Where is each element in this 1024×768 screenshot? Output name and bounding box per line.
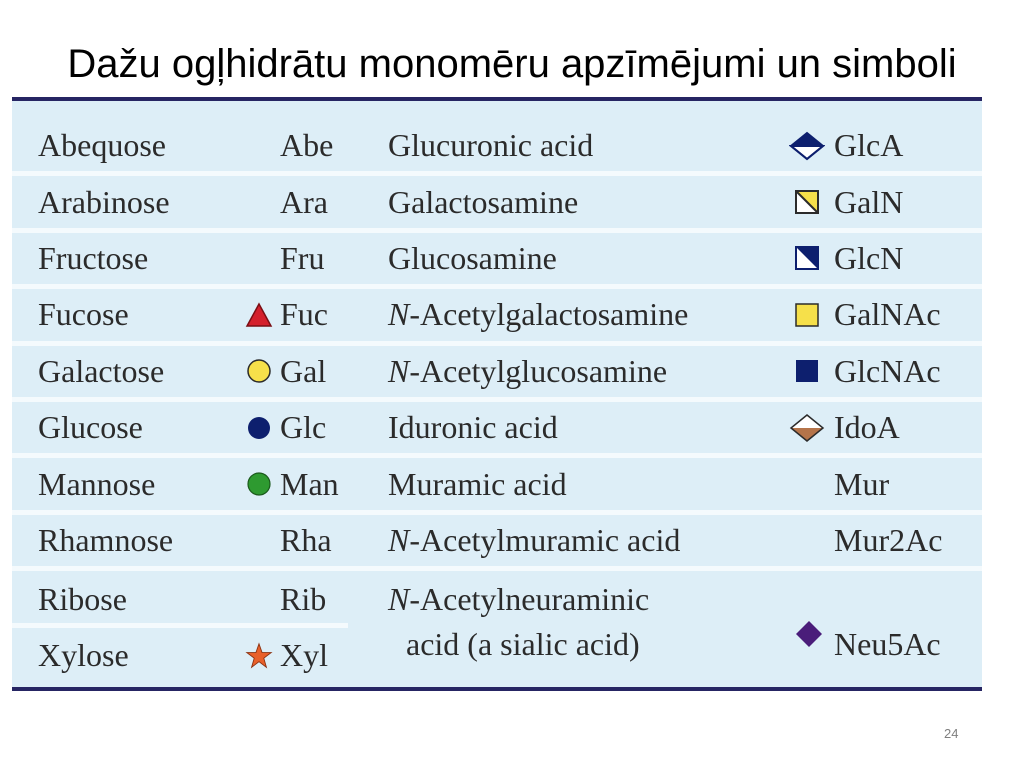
table-row bbox=[12, 289, 982, 345]
monomer-abbr: Mur2Ac bbox=[834, 521, 943, 558]
monomer-abbr: Fuc bbox=[280, 296, 328, 333]
monomer-abbr: Ara bbox=[280, 183, 328, 220]
table-rows bbox=[12, 120, 982, 684]
table-row bbox=[12, 346, 982, 402]
table-row bbox=[12, 628, 982, 684]
monomer-name: Galactose bbox=[38, 352, 165, 389]
monomer-name: Iduronic acid bbox=[388, 409, 558, 446]
monomer-abbr: Gal bbox=[280, 352, 327, 389]
monomer-abbr: Neu5Ac bbox=[834, 626, 941, 663]
monomer-name: Abequose bbox=[38, 127, 166, 164]
table-row bbox=[12, 515, 982, 571]
monomer-abbr: Xyl bbox=[280, 637, 328, 674]
monomer-name-rest: -Acetylmuramic acid bbox=[409, 521, 681, 558]
monomer-abbr: Glc bbox=[280, 409, 327, 446]
page-number: 24 bbox=[944, 726, 959, 741]
slide-title: Dažu ogļhidrātu monomēru apzīmējumi un simboli bbox=[67, 42, 957, 86]
monomer-abbr: Man bbox=[280, 465, 339, 502]
monomer-name: Rhamnose bbox=[38, 521, 174, 558]
table-row bbox=[12, 120, 982, 176]
monomer-abbr: Rha bbox=[280, 521, 332, 558]
monomer-abbr: IdoA bbox=[834, 409, 900, 446]
blue-square-icon bbox=[794, 358, 820, 384]
half-filled-diamond-icon bbox=[789, 131, 825, 161]
monomer-name: Ribose bbox=[38, 580, 127, 617]
n-prefix: N bbox=[388, 352, 410, 389]
brown-half-diamond-icon bbox=[789, 413, 825, 443]
monomer-name: Galactosamine bbox=[388, 183, 579, 220]
yellow-half-square-icon bbox=[794, 189, 820, 215]
monomer-name: Glucuronic acid bbox=[388, 127, 594, 164]
monomer-name-rest: -Acetylneuraminic bbox=[409, 581, 650, 618]
blue-circle-icon bbox=[245, 414, 273, 442]
monomer-abbr: Rib bbox=[280, 580, 327, 617]
monomer-name-rest: -Acetylgalactosamine bbox=[409, 296, 689, 333]
monomer-abbr: GlcNAc bbox=[834, 352, 941, 389]
monomer-abbr: GlcN bbox=[834, 239, 904, 276]
yellow-square-icon bbox=[794, 302, 820, 328]
monomer-name: Fructose bbox=[38, 239, 149, 276]
table-row bbox=[12, 233, 982, 289]
n-prefix: N bbox=[388, 296, 410, 333]
n-prefix: N bbox=[388, 521, 410, 558]
monomer-name: Glucosamine bbox=[388, 239, 557, 276]
monomer-name: Arabinose bbox=[38, 183, 170, 220]
monomer-name bbox=[388, 346, 667, 397]
monomer-name bbox=[388, 289, 688, 340]
table-row bbox=[12, 176, 982, 232]
monomer-name: Xylose bbox=[38, 637, 129, 674]
monomer-name-rest: -Acetylglucosamine bbox=[409, 352, 668, 389]
monomer-name: Muramic acid bbox=[388, 465, 567, 502]
monomer-name bbox=[388, 515, 680, 566]
monomer-name: Fucose bbox=[38, 296, 129, 333]
monomer-abbr: GlcA bbox=[834, 127, 904, 164]
table-row bbox=[12, 458, 982, 514]
monomer-name: Mannose bbox=[38, 465, 156, 502]
green-circle-icon bbox=[245, 470, 273, 498]
blue-half-square-icon bbox=[794, 245, 820, 271]
monomer-abbr: GalNAc bbox=[834, 296, 941, 333]
monomer-name bbox=[388, 581, 649, 618]
red-triangle-icon bbox=[245, 302, 273, 328]
monomer-abbr: GalN bbox=[834, 183, 904, 220]
yellow-circle-icon bbox=[245, 357, 273, 385]
monomer-name-line2: acid (a sialic acid) bbox=[406, 626, 640, 663]
monomer-name: Glucose bbox=[38, 409, 143, 446]
monomer-abbr: Fru bbox=[280, 239, 325, 276]
monomer-abbr: Mur bbox=[834, 465, 890, 502]
monosaccharide-symbol-table bbox=[12, 97, 982, 691]
monomer-abbr: Abe bbox=[280, 127, 334, 164]
table-row bbox=[12, 402, 982, 458]
n-prefix: N bbox=[388, 581, 410, 618]
orange-star-icon bbox=[245, 640, 273, 672]
